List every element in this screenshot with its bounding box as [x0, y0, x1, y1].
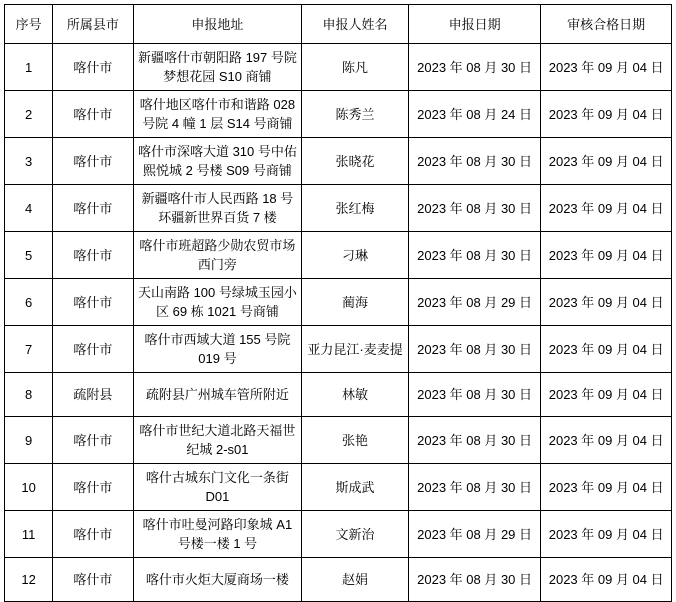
table-row	[5, 138, 672, 185]
cell-approve-date: 2023 年 09 月 04 日	[541, 185, 672, 232]
cell-county: 喀什市	[53, 232, 133, 279]
cell-approve-date: 2023 年 09 月 04 日	[541, 279, 672, 326]
cell-index: 9	[5, 417, 53, 464]
cell-county: 喀什市	[53, 464, 133, 511]
table-row	[5, 279, 672, 326]
table-row	[5, 511, 672, 558]
cell-address: 喀什市火炬大厦商场一楼	[133, 558, 302, 602]
table-row	[5, 558, 672, 602]
cell-address: 天山南路 100 号绿城玉园小区 69 栋 1021 号商铺	[133, 279, 302, 326]
cell-name: 文新治	[302, 511, 408, 558]
column-header-name: 申报人姓名	[302, 5, 408, 44]
cell-name: 亚力昆江·麦麦提	[302, 326, 408, 373]
cell-apply-date: 2023 年 08 月 29 日	[408, 511, 541, 558]
cell-index: 2	[5, 91, 53, 138]
table-header-row	[5, 5, 672, 44]
table-row	[5, 91, 672, 138]
cell-name: 刁琳	[302, 232, 408, 279]
cell-name: 陈凡	[302, 44, 408, 91]
cell-index: 1	[5, 44, 53, 91]
cell-county: 喀什市	[53, 326, 133, 373]
cell-county: 喀什市	[53, 44, 133, 91]
cell-county: 疏附县	[53, 373, 133, 417]
cell-name: 陈秀兰	[302, 91, 408, 138]
cell-index: 3	[5, 138, 53, 185]
cell-address: 新疆喀什市朝阳路 197 号院梦想花园 S10 商铺	[133, 44, 302, 91]
table-row	[5, 373, 672, 417]
cell-index: 5	[5, 232, 53, 279]
cell-index: 4	[5, 185, 53, 232]
table-row	[5, 417, 672, 464]
cell-address: 喀什市西域大道 155 号院 019 号	[133, 326, 302, 373]
cell-approve-date: 2023 年 09 月 04 日	[541, 417, 672, 464]
cell-apply-date: 2023 年 08 月 30 日	[408, 232, 541, 279]
cell-apply-date: 2023 年 08 月 30 日	[408, 44, 541, 91]
cell-name: 蔺海	[302, 279, 408, 326]
cell-approve-date: 2023 年 09 月 04 日	[541, 44, 672, 91]
cell-apply-date: 2023 年 08 月 30 日	[408, 138, 541, 185]
column-header-index: 序号	[5, 5, 53, 44]
cell-apply-date: 2023 年 08 月 30 日	[408, 417, 541, 464]
cell-address: 新疆喀什市人民西路 18 号环疆新世界百货 7 楼	[133, 185, 302, 232]
cell-address: 疏附县广州城车管所附近	[133, 373, 302, 417]
cell-address: 喀什古城东门文化一条街 D01	[133, 464, 302, 511]
cell-index: 11	[5, 511, 53, 558]
cell-county: 喀什市	[53, 511, 133, 558]
table-row	[5, 326, 672, 373]
table-row	[5, 232, 672, 279]
table-body	[5, 44, 672, 602]
cell-index: 7	[5, 326, 53, 373]
cell-name: 张红梅	[302, 185, 408, 232]
cell-name: 林敏	[302, 373, 408, 417]
cell-apply-date: 2023 年 08 月 24 日	[408, 91, 541, 138]
cell-apply-date: 2023 年 08 月 30 日	[408, 373, 541, 417]
table-header	[5, 5, 672, 44]
cell-address: 喀什地区喀什市和谐路 028 号院 4 幢 1 层 S14 号商铺	[133, 91, 302, 138]
column-header-approve-date: 审核合格日期	[541, 5, 672, 44]
cell-index: 12	[5, 558, 53, 602]
table-row	[5, 44, 672, 91]
cell-index: 10	[5, 464, 53, 511]
cell-county: 喀什市	[53, 138, 133, 185]
cell-index: 6	[5, 279, 53, 326]
table-row	[5, 185, 672, 232]
column-header-apply-date: 申报日期	[408, 5, 541, 44]
cell-apply-date: 2023 年 08 月 29 日	[408, 279, 541, 326]
cell-approve-date: 2023 年 09 月 04 日	[541, 558, 672, 602]
cell-approve-date: 2023 年 09 月 04 日	[541, 511, 672, 558]
cell-apply-date: 2023 年 08 月 30 日	[408, 464, 541, 511]
cell-name: 张晓花	[302, 138, 408, 185]
cell-apply-date: 2023 年 08 月 30 日	[408, 326, 541, 373]
cell-name: 斯成武	[302, 464, 408, 511]
applicant-table	[4, 4, 672, 602]
cell-approve-date: 2023 年 09 月 04 日	[541, 91, 672, 138]
cell-approve-date: 2023 年 09 月 04 日	[541, 138, 672, 185]
document-sheet	[0, 4, 676, 587]
table-row	[5, 464, 672, 511]
cell-name: 赵娟	[302, 558, 408, 602]
cell-county: 喀什市	[53, 279, 133, 326]
cell-approve-date: 2023 年 09 月 04 日	[541, 464, 672, 511]
cell-approve-date: 2023 年 09 月 04 日	[541, 326, 672, 373]
cell-address: 喀什市吐曼河路印象城 A1 号楼一楼 1 号	[133, 511, 302, 558]
cell-county: 喀什市	[53, 91, 133, 138]
cell-name: 张艳	[302, 417, 408, 464]
cell-address: 喀什市深喀大道 310 号中佑熙悦城 2 号楼 S09 号商铺	[133, 138, 302, 185]
cell-address: 喀什市世纪大道北路天福世纪城 2-s01	[133, 417, 302, 464]
cell-address: 喀什市班超路少勋农贸市场西门旁	[133, 232, 302, 279]
cell-apply-date: 2023 年 08 月 30 日	[408, 185, 541, 232]
column-header-county: 所属县市	[53, 5, 133, 44]
column-header-address: 申报地址	[133, 5, 302, 44]
cell-approve-date: 2023 年 09 月 04 日	[541, 232, 672, 279]
cell-county: 喀什市	[53, 417, 133, 464]
cell-county: 喀什市	[53, 185, 133, 232]
cell-approve-date: 2023 年 09 月 04 日	[541, 373, 672, 417]
cell-apply-date: 2023 年 08 月 30 日	[408, 558, 541, 602]
cell-index: 8	[5, 373, 53, 417]
cell-county: 喀什市	[53, 558, 133, 602]
